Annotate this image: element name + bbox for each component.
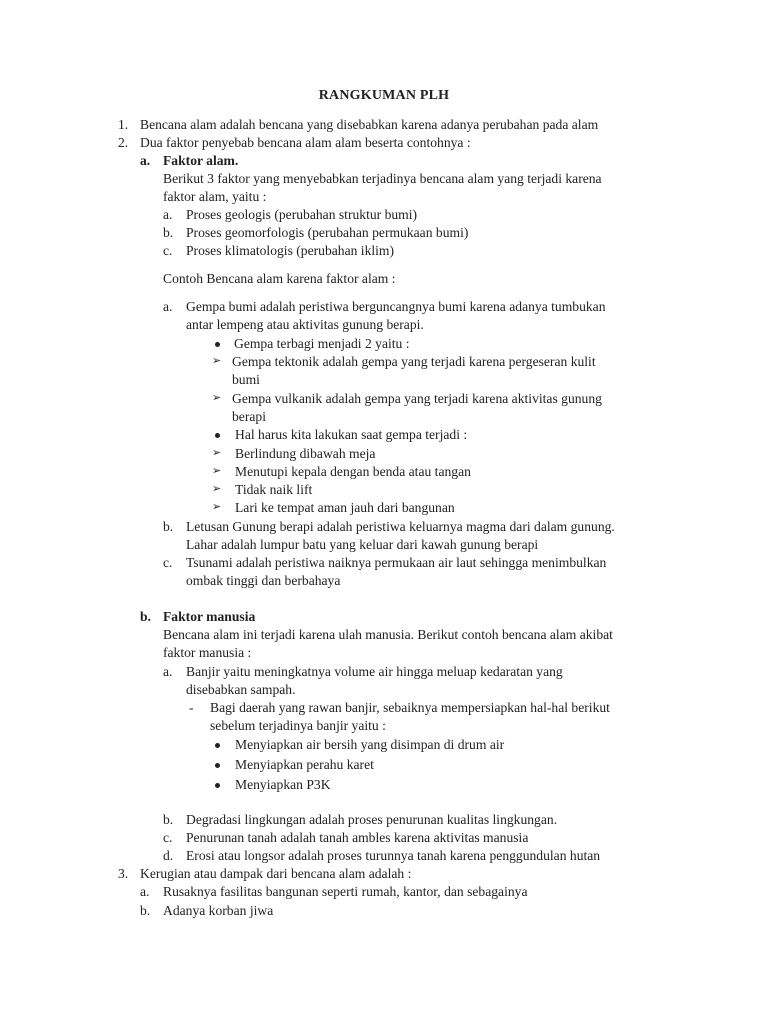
list-marker: 2. <box>118 135 129 150</box>
list-item-text: Proses klimatologis (perubahan iklim) <box>186 243 395 258</box>
list-item-text: disebabkan sampah. <box>186 682 296 697</box>
document-title: RANGKUMAN PLH <box>318 88 450 103</box>
bullet-text: Gempa terbagi menjadi 2 yaitu : <box>234 336 410 351</box>
bullet-dot-icon <box>215 763 220 768</box>
bullet-text: Hal harus kita lakukan saat gempa terjadi : <box>235 427 468 442</box>
list-item-text: Rusaknya fasilitas bangunan seperti rumah, kantor, dan sebagainya <box>163 884 528 899</box>
list-item-text: ombak tinggi dan berbahaya <box>186 573 341 588</box>
arrow-bullet-icon: ➢ <box>212 465 222 477</box>
list-item-text: Proses geologis (perubahan struktur bumi) <box>186 207 418 222</box>
bullet-text: Menyiapkan P3K <box>235 777 331 792</box>
list-item-text: Penurunan tanah adalah tanah ambles karena aktivitas manusia <box>186 830 529 845</box>
sub-marker: b. <box>163 519 174 534</box>
bullet-text: Gempa tektonik adalah gempa yang terjadi karena pergeseran kulit <box>232 354 596 369</box>
list-marker: 3. <box>118 866 129 881</box>
sub-marker: a. <box>140 884 150 899</box>
paragraph-line: Bencana alam ini terjadi karena ulah manusia. Berikut contoh bencana alam akibat <box>163 627 613 642</box>
sub-marker: b. <box>163 225 174 240</box>
arrow-bullet-icon: ➢ <box>212 447 222 459</box>
list-item-text: Degradasi lingkungan adalah proses penurunan kualitas lingkungan. <box>186 812 558 827</box>
list-item-text: sebelum terjadinya banjir yaitu : <box>210 718 386 733</box>
sub-marker: a. <box>163 664 173 679</box>
sub-marker: c. <box>163 243 173 258</box>
sub-marker: b. <box>163 812 174 827</box>
sub-marker: a. <box>163 299 173 314</box>
list-item-text: Tsunami adalah peristiwa naiknya permukaan air laut sehingga menimbulkan <box>186 555 607 570</box>
bullet-dot-icon <box>215 783 220 788</box>
list-item-text: Banjir yaitu meningkatnya volume air hingga meluap kedaratan yang <box>186 664 563 679</box>
dash-marker: - <box>189 700 194 715</box>
sub-marker: c. <box>163 830 173 845</box>
sub-marker: d. <box>163 848 174 863</box>
sub-marker: a. <box>163 207 173 222</box>
paragraph-line: Berikut 3 faktor yang menyebabkan terjadinya bencana alam yang terjadi karena <box>163 171 602 186</box>
list-item-text: Dua faktor penyebab bencana alam alam beserta contohnya : <box>140 135 471 150</box>
sub-marker: b. <box>140 609 151 624</box>
bullet-text: bumi <box>232 372 260 387</box>
list-item-text: Proses geomorfologis (perubahan permukaan bumi) <box>186 225 469 240</box>
sub-marker: a. <box>140 153 151 168</box>
list-item-text: Bagi daerah yang rawan banjir, sebaiknya mempersiapkan hal-hal berikut <box>210 700 610 715</box>
bullet-text: Tidak naik lift <box>235 482 313 497</box>
bullet-text: Menutupi kepala dengan benda atau tangan <box>235 464 471 479</box>
paragraph-line: Contoh Bencana alam karena faktor alam : <box>163 271 396 286</box>
bullet-dot-icon <box>215 743 220 748</box>
bullet-text: Berlindung dibawah meja <box>235 446 376 461</box>
list-item-text: Lahar adalah lumpur batu yang keluar dari kawah gunung berapi <box>186 537 539 552</box>
list-marker: 1. <box>118 117 129 132</box>
sub-marker: b. <box>140 903 151 918</box>
list-item-text: Adanya korban jiwa <box>163 903 274 918</box>
bullet-text: Menyiapkan air bersih yang disimpan di drum air <box>235 737 505 752</box>
list-item-text: Kerugian atau dampak dari bencana alam adalah : <box>140 866 412 881</box>
list-item-text: Erosi atau longsor adalah proses turunnya tanah karena penggundulan hutan <box>186 848 601 863</box>
list-item-text: Letusan Gunung berapi adalah peristiwa keluarnya magma dari dalam gunung. <box>186 519 615 534</box>
arrow-bullet-icon: ➢ <box>212 483 222 495</box>
section-heading: Faktor alam. <box>163 153 239 168</box>
arrow-bullet-icon: ➢ <box>212 355 222 367</box>
list-item-text: Bencana alam adalah bencana yang disebabkan karena adanya perubahan pada alam <box>140 117 599 132</box>
bullet-text: Lari ke tempat aman jauh dari bangunan <box>235 500 455 515</box>
bullet-text: berapi <box>232 409 266 424</box>
list-item-text: antar lempeng atau aktivitas gunung berapi. <box>186 317 424 332</box>
bullet-text: Gempa vulkanik adalah gempa yang terjadi karena aktivitas gunung <box>232 391 602 406</box>
section-heading: Faktor manusia <box>163 609 256 624</box>
paragraph-line: faktor alam, yaitu : <box>163 189 267 204</box>
bullet-dot-icon <box>215 342 220 347</box>
bullet-dot-icon <box>215 433 220 438</box>
bullet-text: Menyiapkan perahu karet <box>235 757 374 772</box>
sub-marker: c. <box>163 555 173 570</box>
paragraph-line: faktor manusia : <box>163 645 252 660</box>
arrow-bullet-icon: ➢ <box>212 392 222 404</box>
arrow-bullet-icon: ➢ <box>212 501 222 513</box>
list-item-text: Gempa bumi adalah peristiwa berguncangnya bumi karena adanya tumbukan <box>186 299 606 314</box>
